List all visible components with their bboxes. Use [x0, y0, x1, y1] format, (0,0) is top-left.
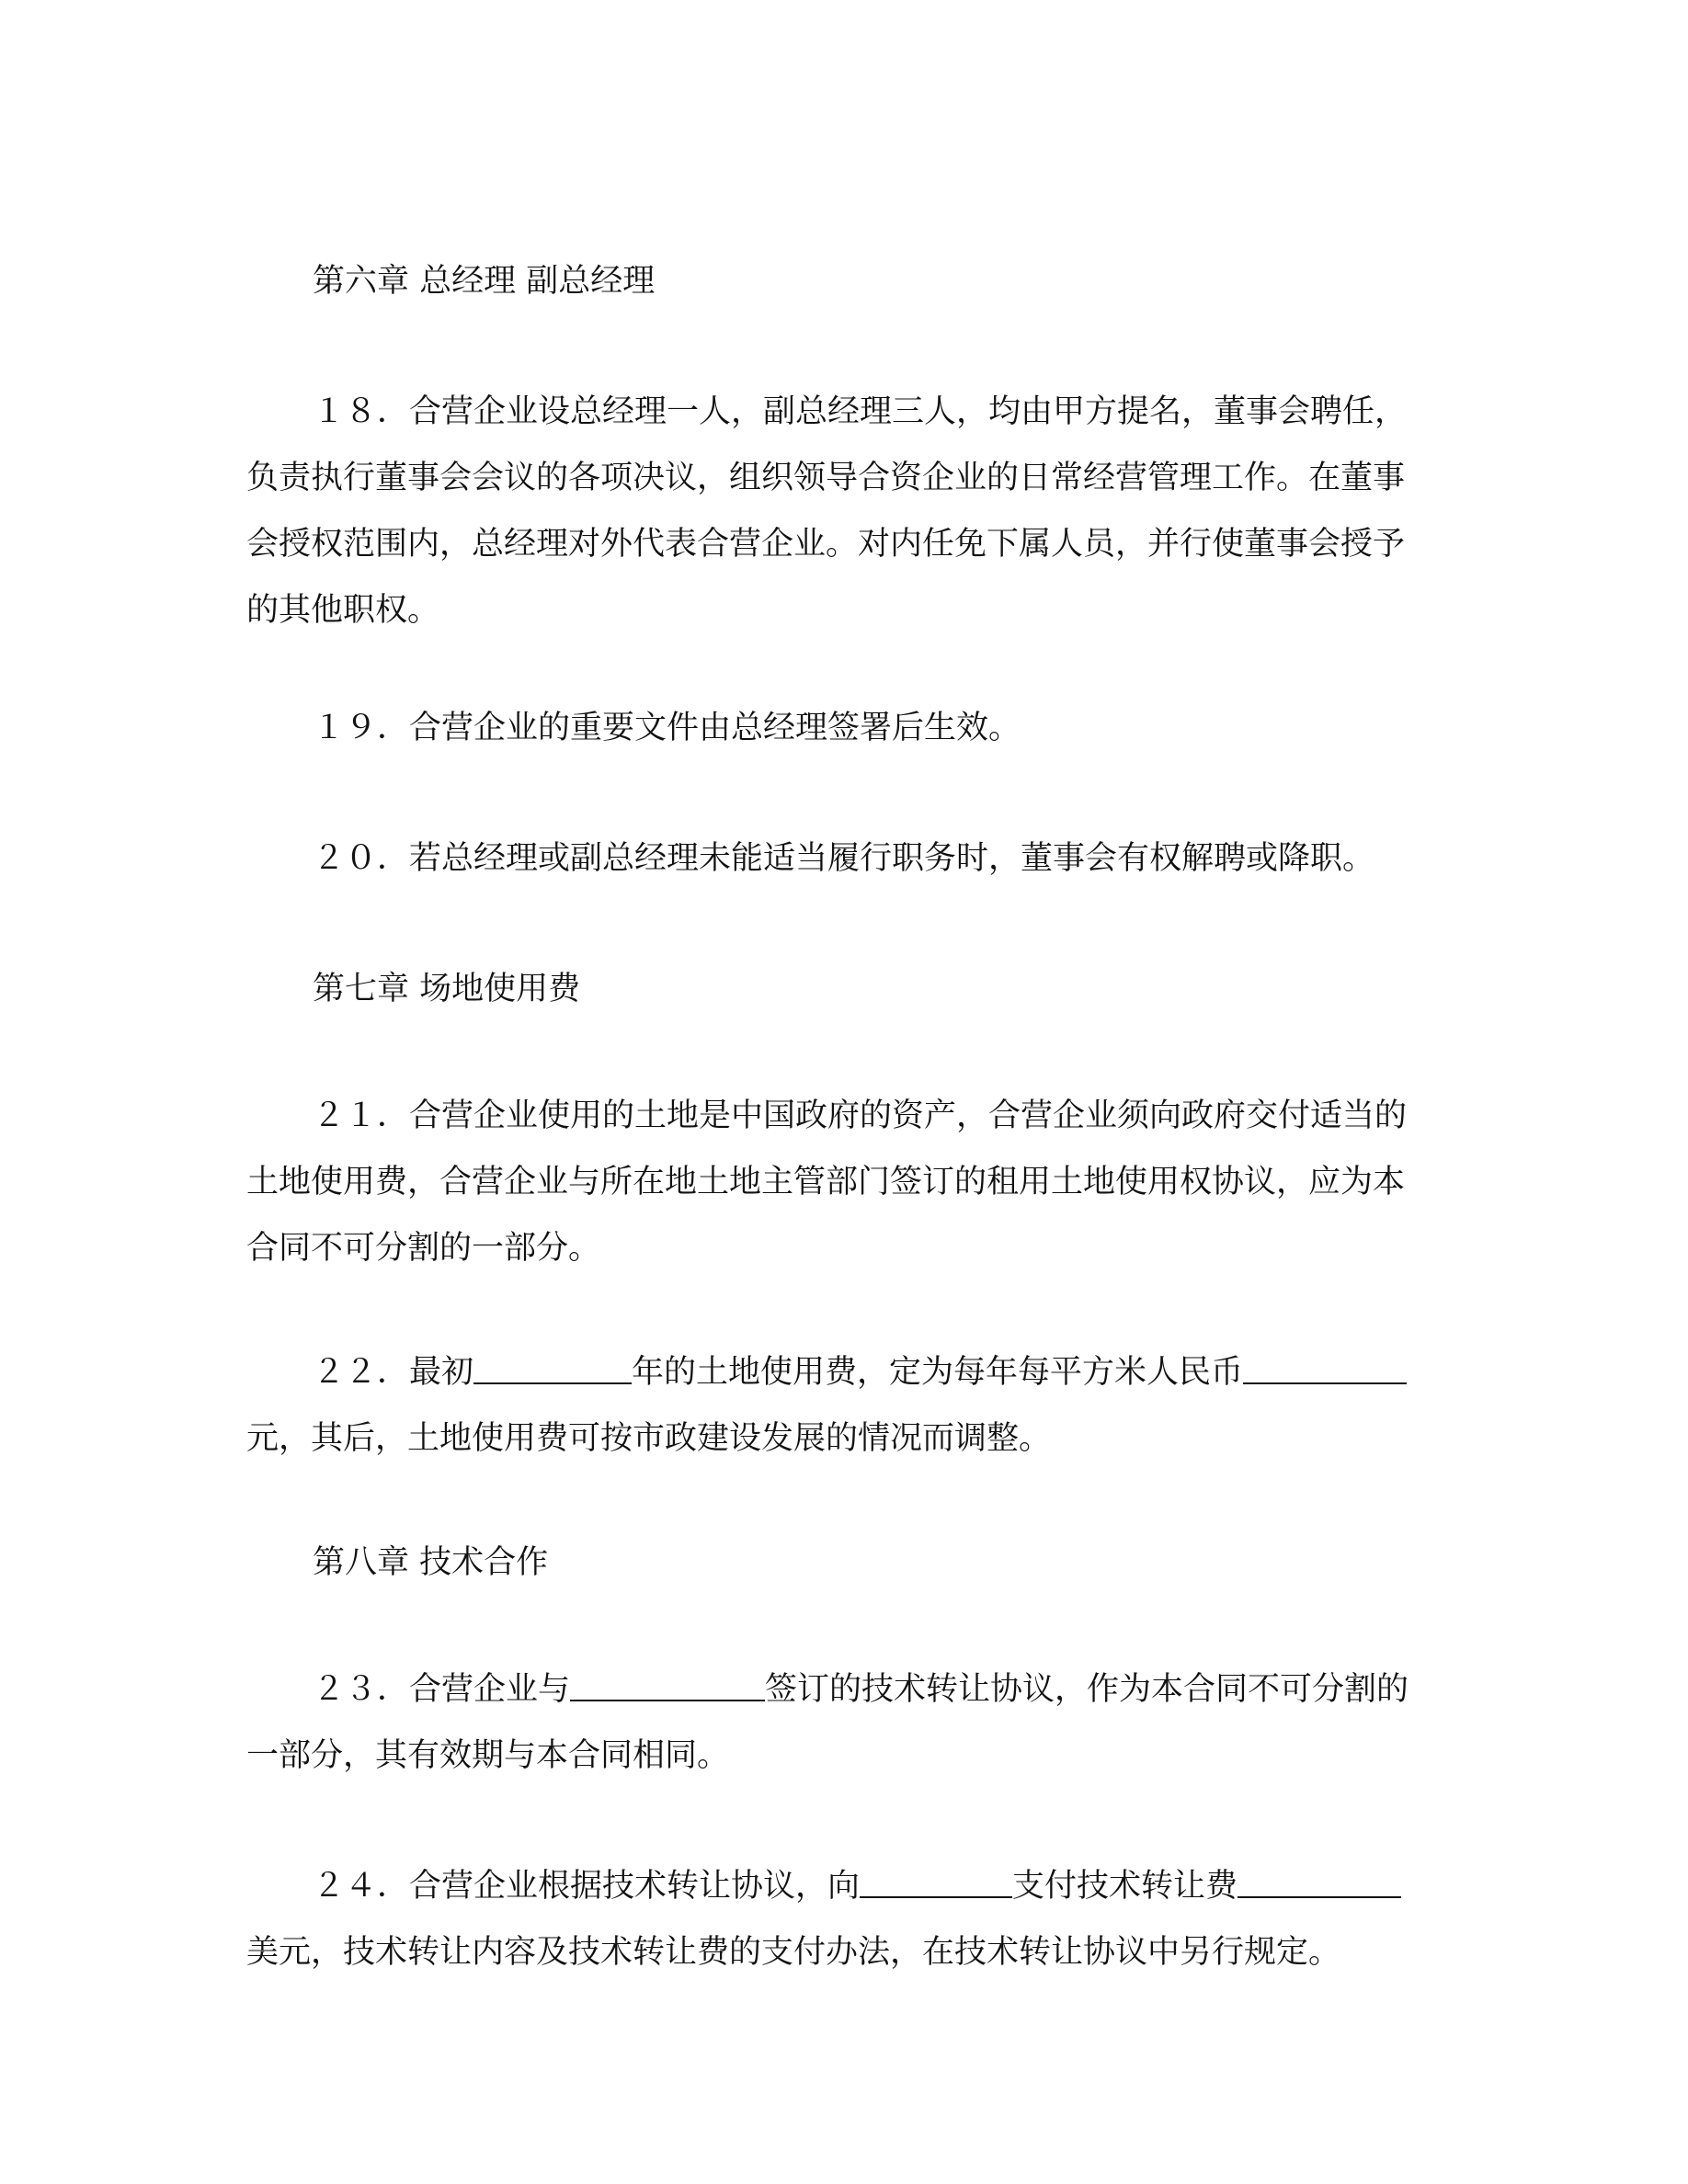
clause-23-text-b: 签订的技术转让协议，作为本合同不可分割的	[765, 1671, 1409, 1708]
clause-24	[246, 1853, 1432, 1985]
clause-23-line-2: 一部分，其有效期与本合同相同。	[246, 1737, 730, 1774]
chapter-8-heading: 第八章 技术合作	[313, 1544, 549, 1581]
clause-22-line-1	[246, 1339, 1432, 1405]
clause-18-line-3: 会授权范围内，总经理对外代表合营企业。对内任免下属人员，并行使董事会授予	[246, 526, 1406, 563]
blank-rmb-amount-field[interactable]	[1243, 1350, 1407, 1384]
clause-18-line-4: 的其他职权。	[246, 592, 440, 629]
clause-23-line-1	[246, 1656, 1432, 1723]
clause-24-text-b: 支付技术转让费	[1012, 1868, 1238, 1905]
clause-18	[246, 379, 1432, 643]
clause-22-text-b: 年的土地使用费，定为每年每平方米人民币	[632, 1354, 1244, 1391]
clause-23-text-a: ２３．合营企业与	[313, 1671, 571, 1708]
clause-18-line-1: １８．合营企业设总经理一人，副总经理三人，均由甲方提名，董事会聘任，	[313, 393, 1408, 430]
chapter-7-heading: 第七章 场地使用费	[313, 971, 581, 1007]
blank-licensor-field[interactable]	[570, 1667, 765, 1701]
clause-22-text-a: ２２．最初	[313, 1354, 474, 1391]
clause-19-text: １９．合营企业的重要文件由总经理签署后生效。	[313, 710, 1021, 746]
clause-20	[246, 825, 1432, 892]
chapter-6-heading: 第六章 总经理 副总经理	[313, 263, 656, 300]
clause-24-line-1	[246, 1853, 1432, 1919]
clause-24-line-2: 美元，技术转让内容及技术转让费的支付办法，在技术转让协议中另行规定。	[246, 1934, 1341, 1971]
clause-24-text-a: ２４．合营企业根据技术转让协议，向	[313, 1868, 861, 1905]
clause-22	[246, 1339, 1432, 1472]
clause-19	[246, 695, 1432, 761]
blank-payee-field[interactable]	[860, 1864, 1012, 1898]
blank-usd-amount-field[interactable]	[1237, 1864, 1401, 1898]
clause-22-line-2: 元，其后，土地使用费可按市政建设发展的情况而调整。	[246, 1420, 1052, 1457]
clause-18-line-2: 负责执行董事会会议的各项决议，组织领导合资企业的日常经营管理工作。在董事	[246, 460, 1406, 496]
clause-23	[246, 1656, 1432, 1789]
clause-20-text: ２０．若总经理或副总经理未能适当履行职务时，董事会有权解聘或降职。	[313, 840, 1375, 877]
blank-years-field[interactable]	[473, 1350, 632, 1384]
clause-21-line-1: ２１．合营企业使用的土地是中国政府的资产，合营企业须向政府交付适当的	[313, 1098, 1408, 1134]
clause-21-line-3: 合同不可分割的一部分。	[246, 1230, 601, 1267]
clause-21-line-2: 土地使用费，合营企业与所在地土地主管部门签订的租用土地使用权协议，应为本	[246, 1164, 1406, 1200]
clause-21	[246, 1083, 1432, 1281]
